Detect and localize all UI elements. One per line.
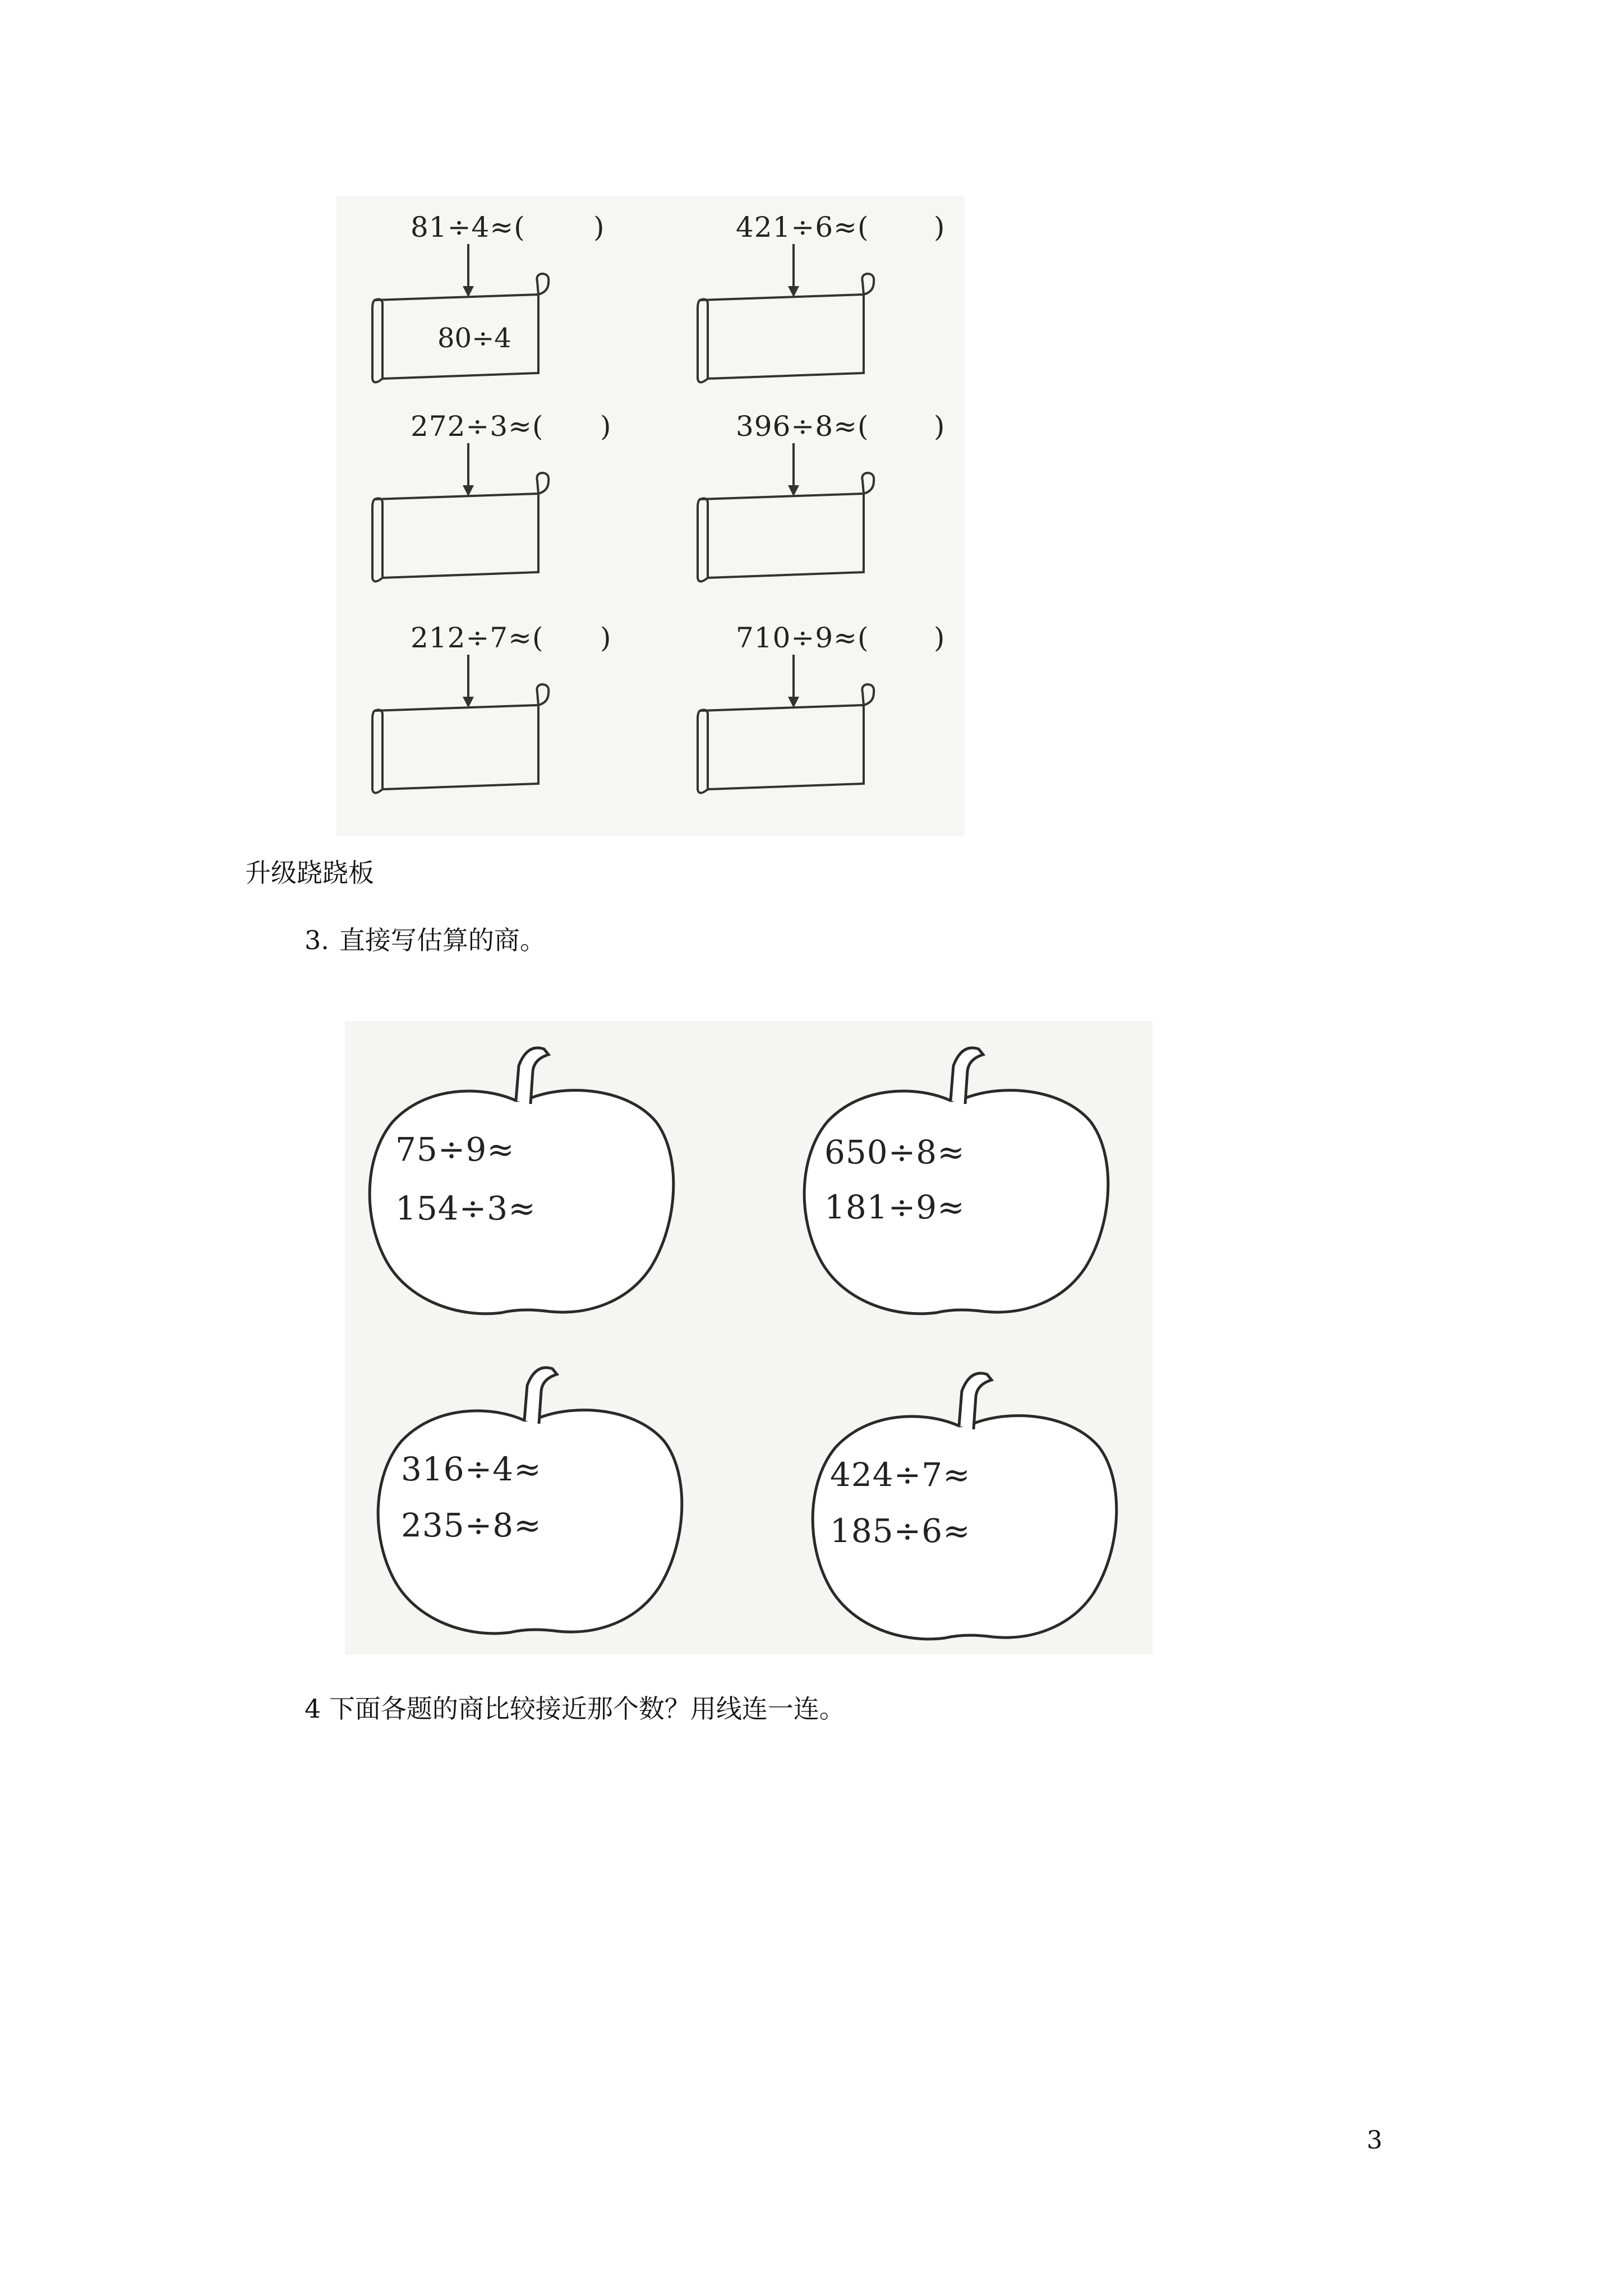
answer-paren-close: )	[934, 211, 945, 243]
scroll-exercise	[695, 208, 945, 409]
exercise-expression: 212÷7≈(	[411, 622, 544, 654]
apple-expression: 316÷4≈	[401, 1450, 542, 1488]
answer-paren-close: )	[934, 410, 945, 443]
section-heading: 升级跷跷板	[245, 858, 374, 888]
question-3	[305, 920, 546, 957]
scroll-exercise	[695, 407, 945, 609]
arrow-to-scroll-icon	[370, 208, 572, 409]
apple-card	[808, 1363, 1122, 1655]
scroll-exercise	[370, 618, 611, 820]
answer-paren-close: )	[600, 622, 611, 654]
apple-expression: 424÷7≈	[830, 1456, 971, 1494]
scroll-exercise	[370, 407, 611, 609]
apple-expression: 650÷8≈	[824, 1133, 965, 1171]
exercise-expression: 81÷4≈(	[411, 211, 525, 243]
apple-outline-icon	[808, 1363, 1122, 1655]
scroll-exercise	[370, 208, 605, 409]
exercise-expression: 710÷9≈(	[736, 622, 869, 654]
question-number: 3.	[305, 925, 329, 955]
question-4: 4 下面各题的商比较接近那个数？用线连一连。	[305, 1694, 845, 1724]
apple-expression: 75÷9≈	[395, 1130, 515, 1168]
apple-expression: 185÷6≈	[830, 1512, 971, 1550]
apple-outline-icon	[365, 1038, 679, 1329]
answer-paren-close: )	[600, 410, 611, 443]
apple-exercise-grid	[345, 1021, 1152, 1655]
apple-card	[373, 1358, 687, 1649]
page-number: 3	[1367, 2126, 1382, 2155]
apple-outline-icon	[373, 1358, 687, 1649]
arrow-to-scroll-icon	[370, 618, 572, 820]
apple-card	[365, 1038, 679, 1329]
scroll-content: 80÷4	[437, 323, 511, 354]
question-text: 直接写估算的商。	[339, 925, 546, 955]
answer-paren-close: )	[593, 211, 605, 243]
scroll-exercise	[695, 618, 945, 820]
apple-expression: 154÷3≈	[395, 1189, 536, 1227]
exercise-expression: 272÷3≈(	[411, 410, 544, 443]
scroll-exercise-grid	[336, 196, 965, 836]
arrow-to-scroll-icon	[695, 407, 897, 609]
answer-paren-close: )	[934, 622, 945, 654]
exercise-expression: 396÷8≈(	[736, 410, 869, 443]
arrow-to-scroll-icon	[695, 618, 897, 820]
apple-card	[799, 1038, 1113, 1329]
apple-expression: 235÷8≈	[401, 1506, 542, 1544]
apple-expression: 181÷9≈	[824, 1188, 965, 1226]
arrow-to-scroll-icon	[695, 208, 897, 409]
apple-outline-icon	[799, 1038, 1113, 1329]
arrow-to-scroll-icon	[370, 407, 572, 609]
exercise-expression: 421÷6≈(	[736, 211, 869, 243]
